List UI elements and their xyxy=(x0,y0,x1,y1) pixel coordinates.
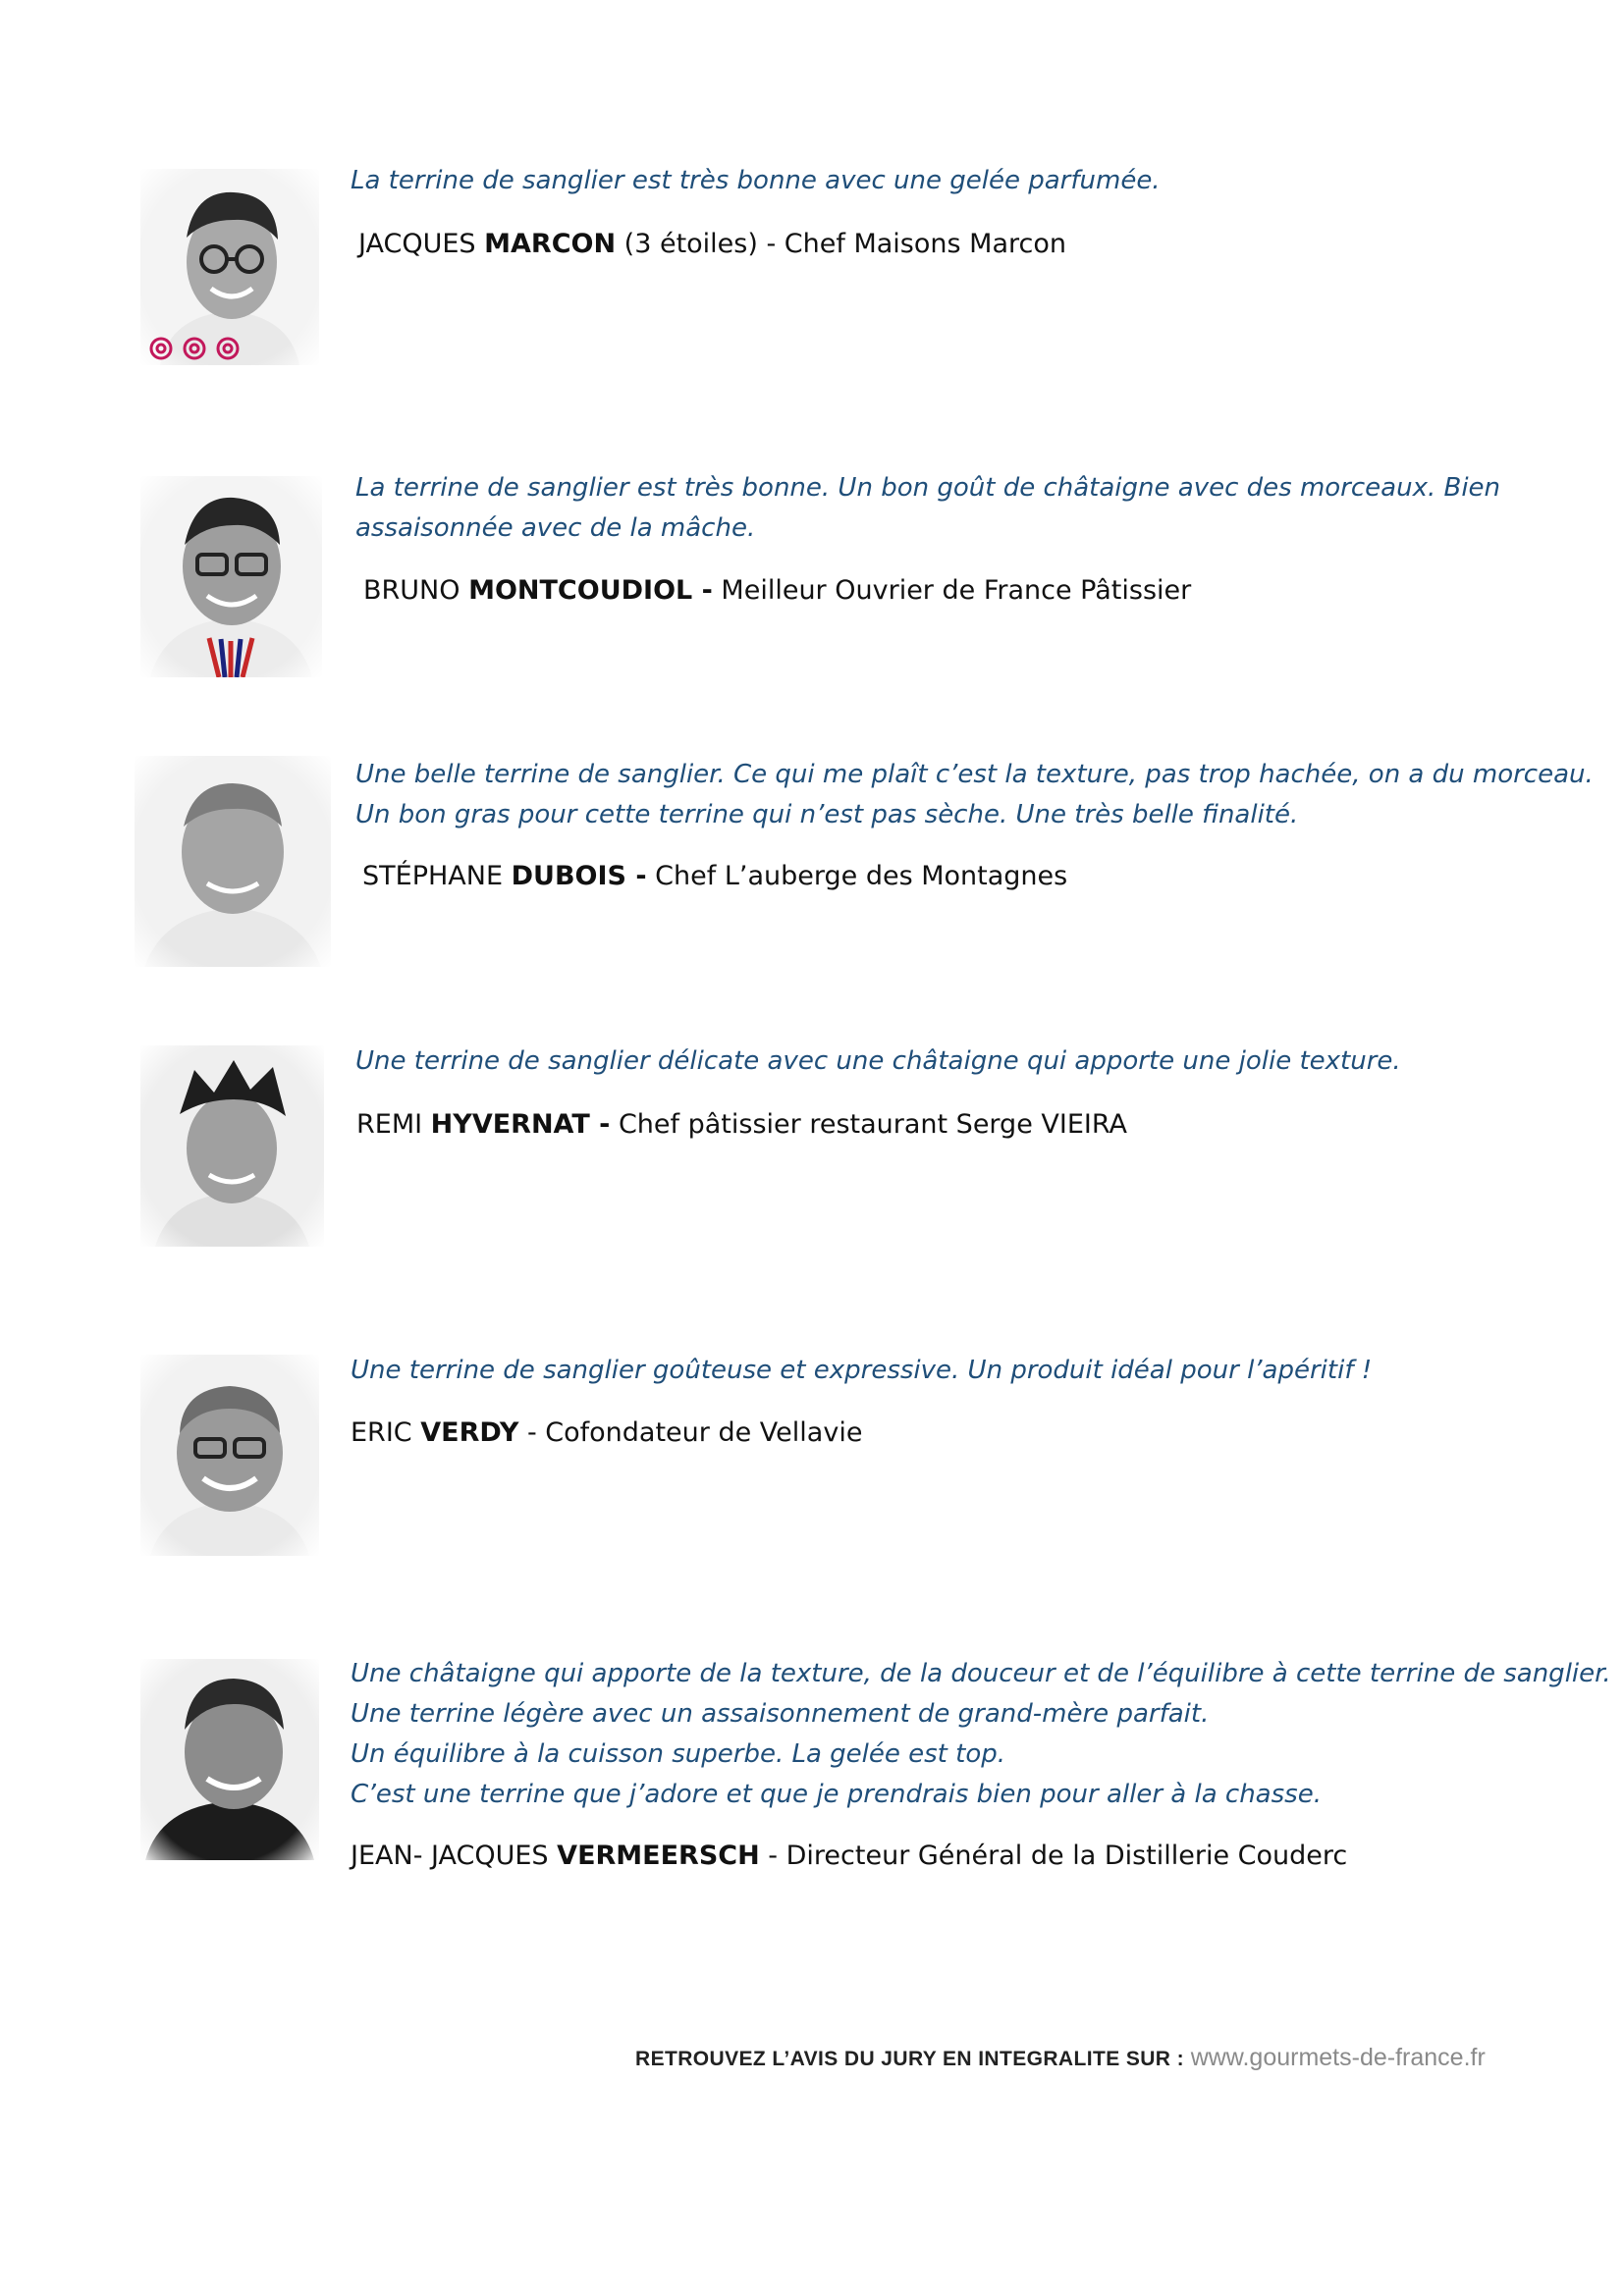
chef-portrait-icon xyxy=(140,1045,324,1247)
portrait-photo xyxy=(140,1355,319,1556)
chef-portrait-icon xyxy=(140,1659,319,1860)
three-michelin-stars-icon xyxy=(147,334,245,363)
portrait-photo xyxy=(140,1045,324,1247)
portrait-photo xyxy=(140,1659,319,1860)
footer-label: RETROUVEZ L’AVIS DU JURY EN INTEGRALITE SUR : xyxy=(635,2048,1184,2070)
jury-quote: Une terrine de sanglier délicate avec une châtaigne qui apporte une jolie texture. xyxy=(355,1046,1401,1076)
jury-quote: Une châtaigne qui apporte de la texture, de la douceur et de l’équilibre à cette terrine de sanglier. Une terrine légère avec un assaisonnement de grand-mère parfait. Un équilibre à la cuisson superbe. La gelée est top. C’est une terrine que j’adore et que je prendrais bien pour aller à la chasse. xyxy=(351,1659,1611,1809)
chef-portrait-icon xyxy=(140,476,322,677)
jury-signature: JEAN- JACQUES VERMEERSCH - Directeur Général de la Distillerie Couderc xyxy=(351,1841,1348,1871)
jury-quote: Une terrine de sanglier goûteuse et expressive. Un produit idéal pour l’apéritif ! xyxy=(351,1356,1373,1385)
jury-signature: STÉPHANE DUBOIS - Chef L’auberge des Montagnes xyxy=(362,861,1068,891)
chef-portrait-icon xyxy=(140,1355,319,1556)
jury-signature: JACQUES MARCON (3 étoiles) - Chef Maisons Marcon xyxy=(358,229,1066,259)
jury-signature: BRUNO MONTCOUDIOL - Meilleur Ouvrier de France Pâtissier xyxy=(363,575,1192,606)
jury-signature: ERIC VERDY - Cofondateur de Vellavie xyxy=(351,1417,863,1448)
jury-quote: La terrine de sanglier est très bonne avec une gelée parfumée. xyxy=(351,166,1161,195)
footer-link-line xyxy=(635,2044,1486,2072)
michelin-stars xyxy=(147,334,245,363)
jury-signature: REMI HYVERNAT - Chef pâtissier restaurant Serge VIEIRA xyxy=(356,1109,1127,1140)
portrait-photo xyxy=(135,756,331,967)
chef-portrait-icon xyxy=(135,756,331,967)
portrait-photo xyxy=(140,476,322,677)
website-link[interactable]: www.gourmets-de-france.fr xyxy=(1190,2044,1486,2071)
jury-quote: Une belle terrine de sanglier. Ce qui me plaît c’est la texture, pas trop hachée, on a du morceau. Un bon gras pour cette terrine qui n’est pas sèche. Une très belle finalité. xyxy=(355,760,1594,829)
jury-quote: La terrine de sanglier est très bonne. Un bon goût de châtaigne avec des morceaux. Bien assaisonnée avec de la mâche. xyxy=(355,473,1501,543)
